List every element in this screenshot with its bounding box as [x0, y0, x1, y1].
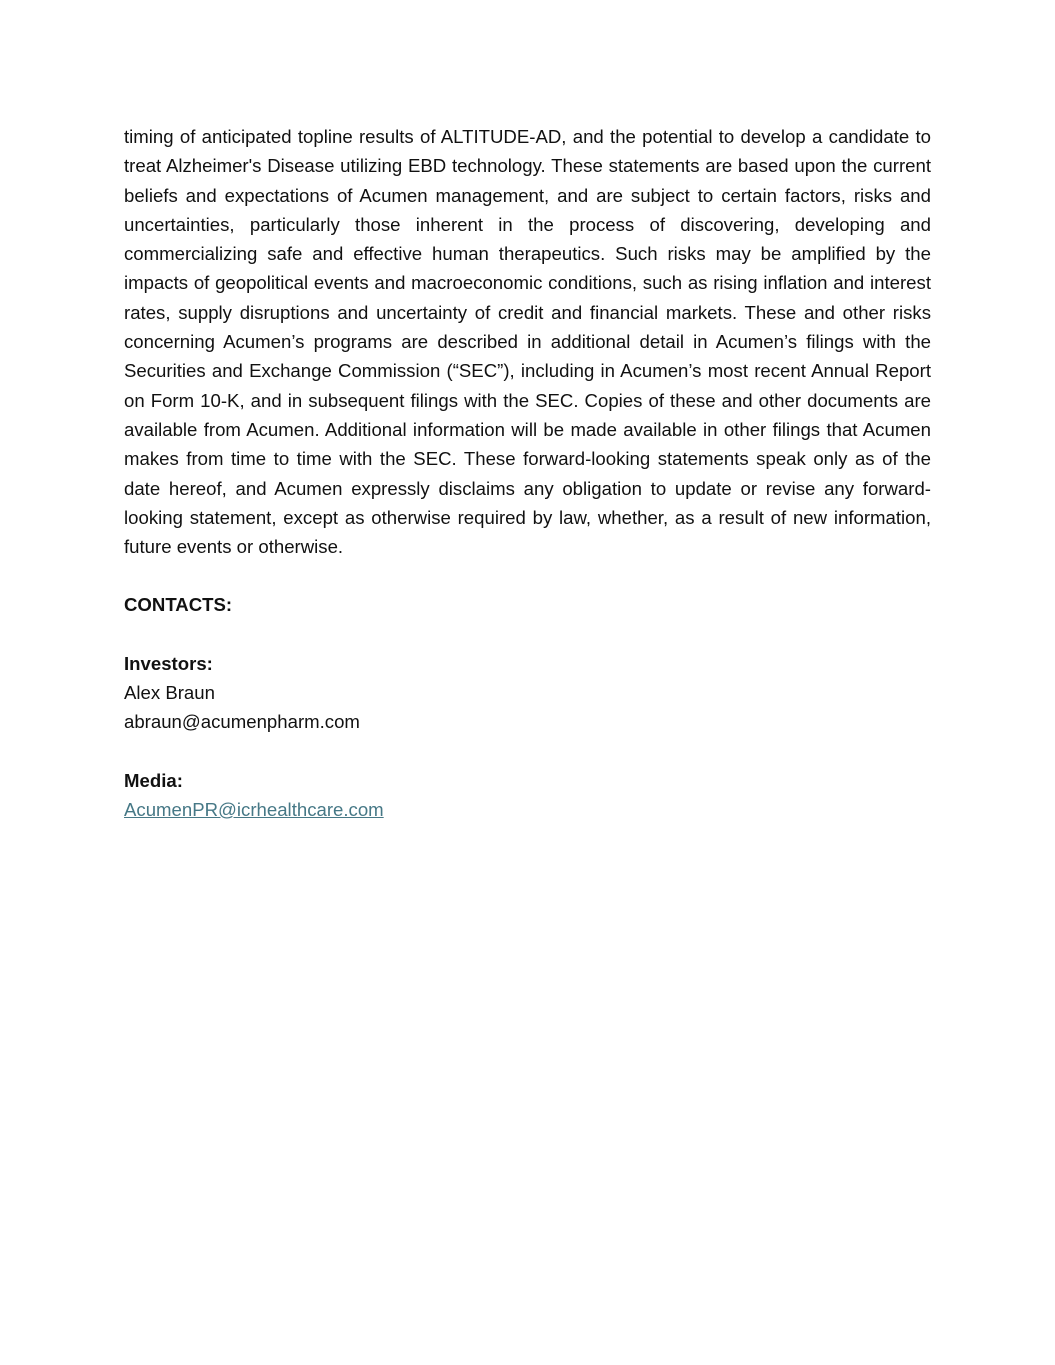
- media-email-link[interactable]: AcumenPR@icrhealthcare.com: [124, 798, 384, 820]
- investors-label: Investors:: [124, 652, 213, 674]
- investors-contact-block: [124, 649, 931, 737]
- media-label: Media:: [124, 769, 183, 791]
- media-contact-block: [124, 766, 931, 825]
- forward-looking-statement-paragraph: timing of anticipated topline results of ALTITUDE-AD, and the potential to develop a candidate to treat Alzheimer's Disease utilizing EBD technology. These statements are based upon the current beliefs and expectations of Acumen management, and are subject to certain factors, risks and uncertainties, particularly those inherent in the process of discovering, developing and commercializing safe and effective human therapeutics. Such risks may be amplified by the impacts of geopolitical events and macroeconomic conditions, such as rising inflation and interest rates, supply disruptions and uncertainty of credit and financial markets. These and other risks concerning Acumen’s programs are described in additional detail in Acumen’s filings with the Securities and Exchange Commission (“SEC”), including in Acumen’s most recent Annual Report on Form 10-K, and in subsequent filings with the SEC. Copies of these and other documents are available from Acumen. Additional information will be made available in other filings that Acumen makes from time to time with the SEC. These forward-looking statements speak only as of the date hereof, and Acumen expressly disclaims any obligation to update or revise any forward-looking statement, except as otherwise required by law, whether, as a result of new information, future events or otherwise.: [124, 126, 931, 558]
- investors-contact-email: abraun@acumenpharm.com: [124, 711, 360, 733]
- contacts-heading: CONTACTS:: [124, 594, 233, 616]
- investors-contact-name: Alex Braun: [124, 682, 215, 704]
- document-page: [124, 122, 931, 824]
